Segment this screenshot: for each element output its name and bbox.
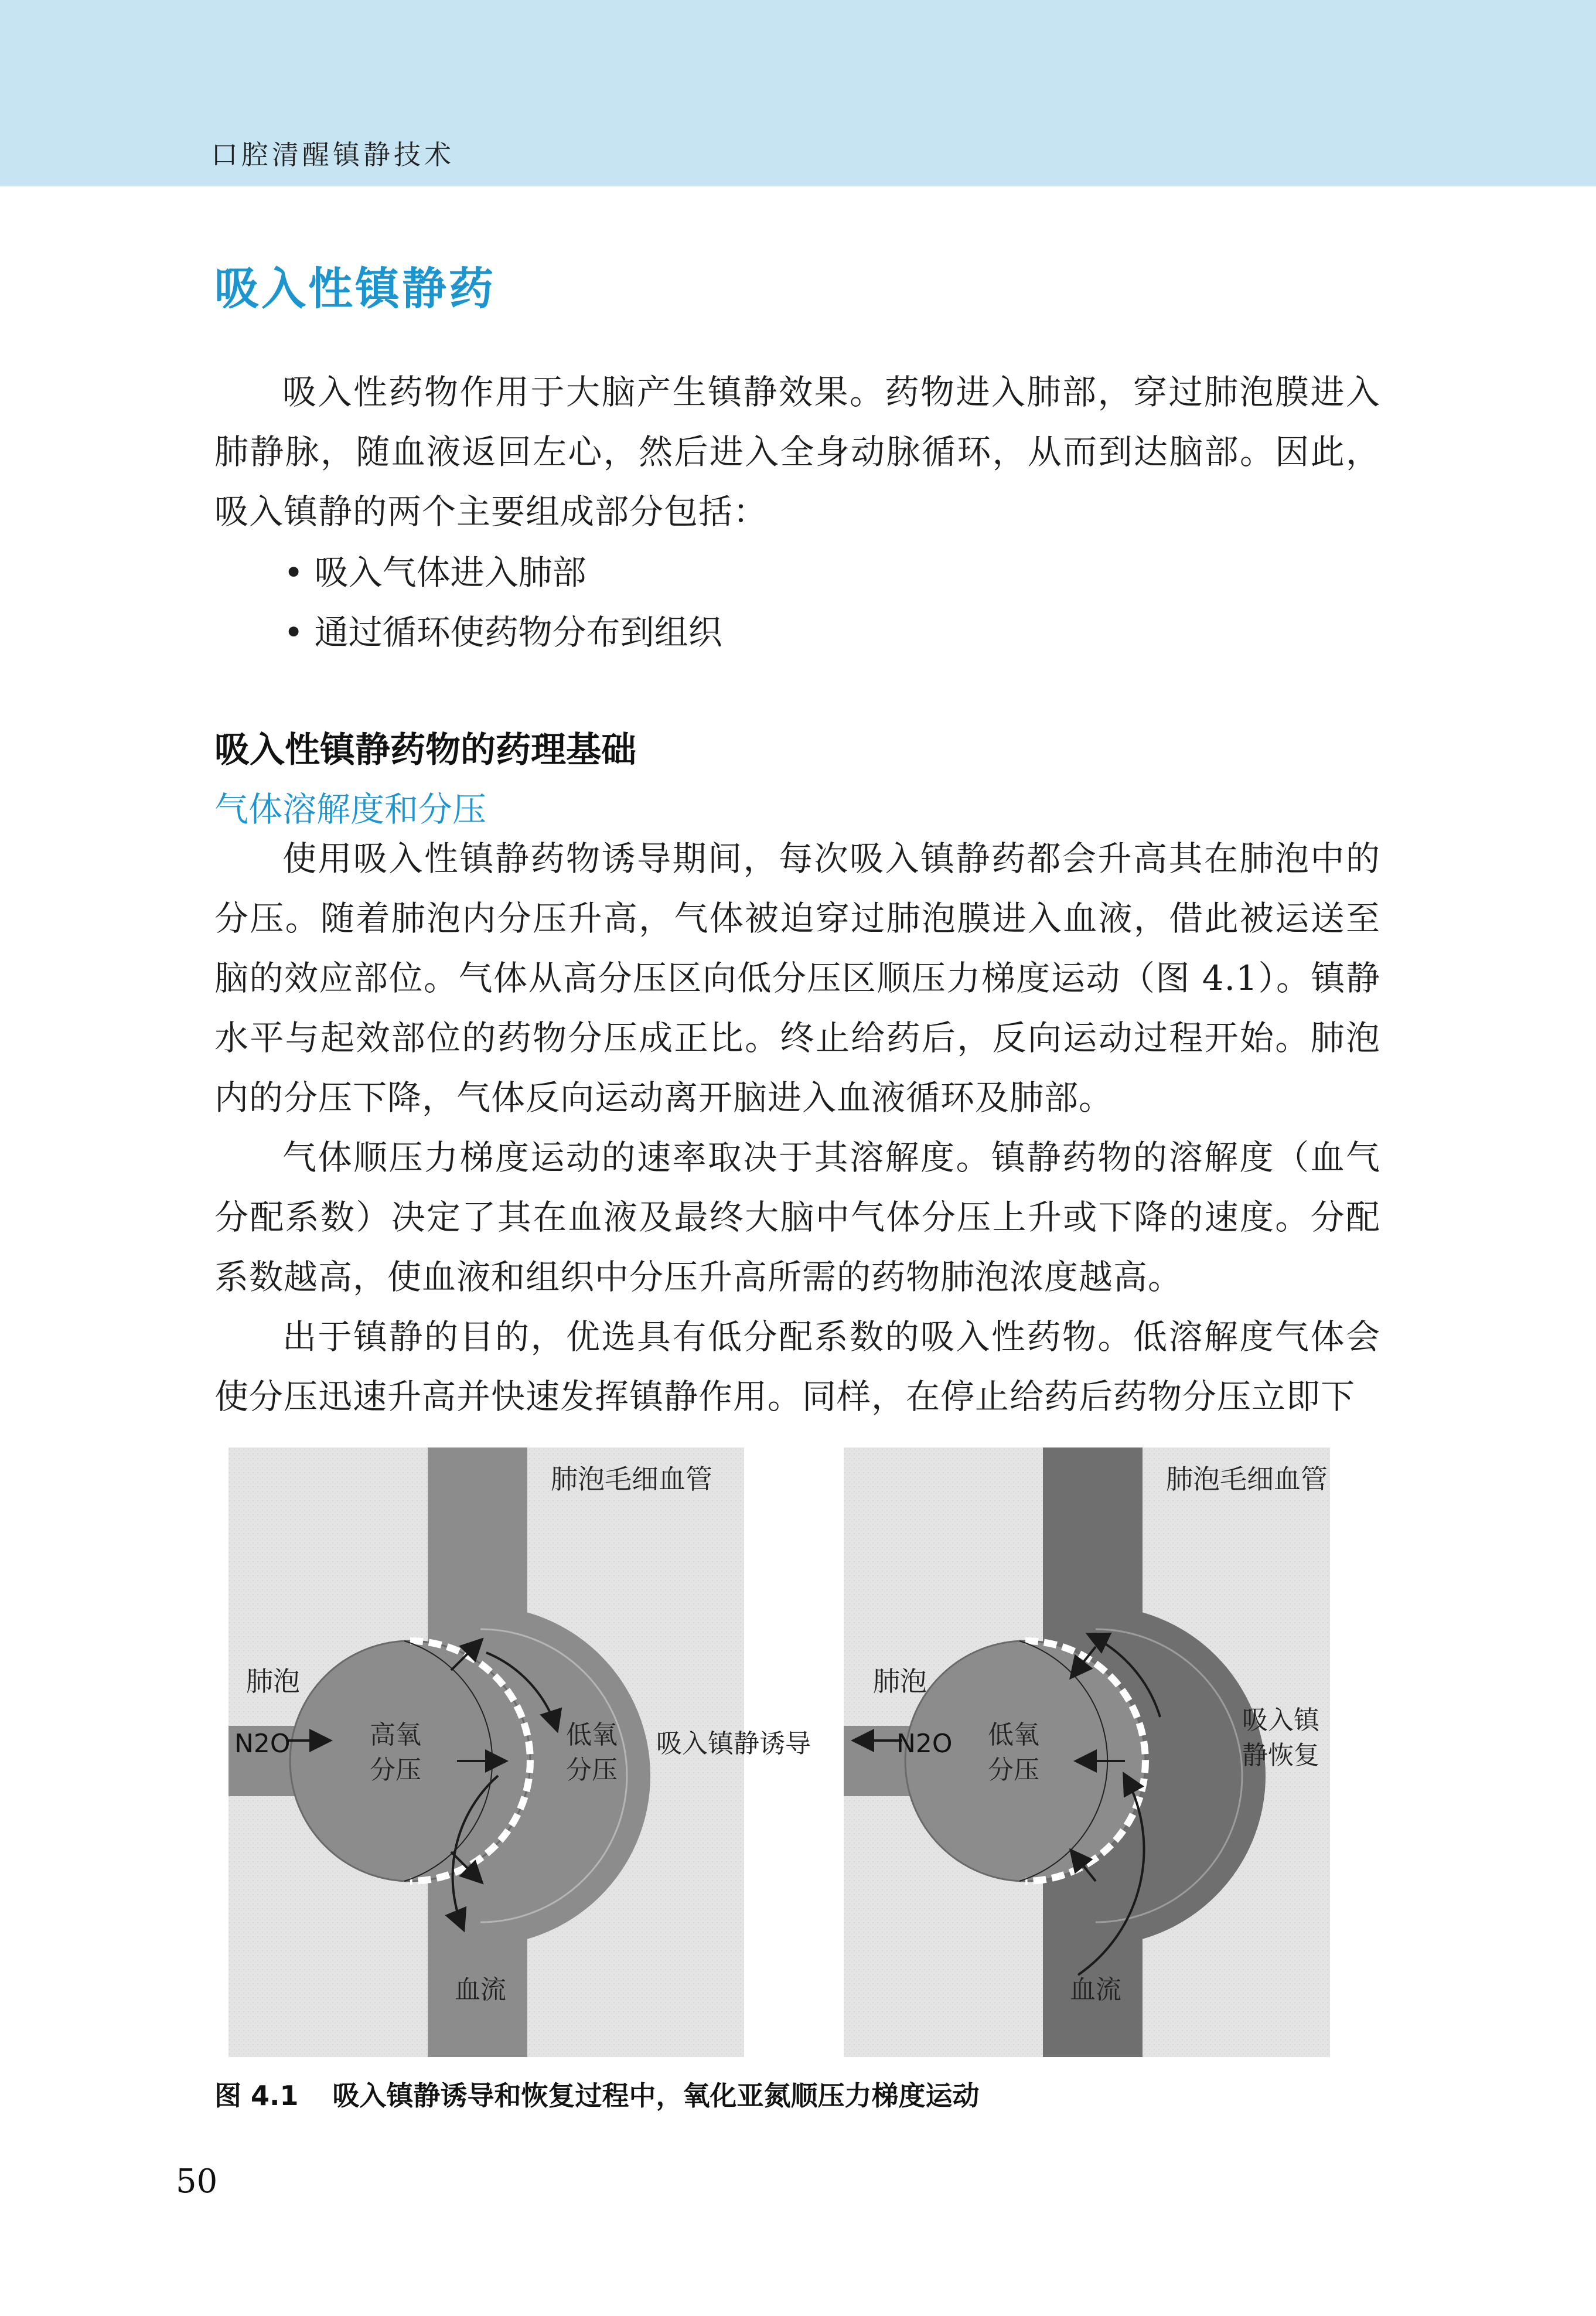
bullet-item: • 通过循环使药物分布到组织 xyxy=(284,612,722,652)
diagram-svg xyxy=(229,1447,1330,2057)
running-title: 口腔清醒镇静技术 xyxy=(211,139,455,171)
alveolus-label: 肺泡 xyxy=(246,1666,300,1697)
outer-pressure-label: 低氧 xyxy=(566,1720,618,1750)
capillary-label: 肺泡毛细血管 xyxy=(1166,1463,1328,1495)
inner-pressure-label: 低氧 xyxy=(988,1720,1039,1750)
caption-text: 吸入镇静诱导和恢复过程中，氧化亚氮顺压力梯度运动 xyxy=(332,2080,980,2111)
caption-number: 图 4.1 xyxy=(214,2080,299,2111)
inner-pressure-label: 分压 xyxy=(370,1755,421,1785)
intro-paragraph: 吸入性药物作用于大脑产生镇静效果。药物进入肺部，穿过肺泡膜进入肺静脉，随血液返回左心，然后进入全身动脉循环，从而到达脑部。因此，吸入镇静的两个主要组成部分包括： xyxy=(214,372,1380,532)
alveolus-label: 肺泡 xyxy=(873,1666,927,1697)
process-label: 吸入镇 xyxy=(1242,1705,1319,1735)
gas-label: N2O xyxy=(234,1729,291,1759)
body-paragraph: 气体顺压力梯度运动的速率取决于其溶解度。镇静药物的溶解度（血气分配系数）决定了其在血液及最终大脑中气体分压上升或下降的速度。分配系数越高，使血液和组织中分压升高所需的药物肺泡浓度越高。 xyxy=(214,1137,1380,1297)
inner-pressure-label: 分压 xyxy=(988,1755,1039,1785)
left-panel xyxy=(229,1447,811,2057)
blood-flow-label: 血流 xyxy=(455,1975,506,2005)
chapter-title: 吸入性镇静药 xyxy=(214,263,496,315)
body-paragraph: 使用吸入性镇静药物诱导期间，每次吸入镇静药都会升高其在肺泡中的分压。随着肺泡内分压升高，气体被迫穿过肺泡膜进入血液，借此被运送至脑的效应部位。气体从高分压区向低分压区顺压力梯度运动（图 4.1）。镇静水平与起效部位的药物分压成正比。终止给药后，反向运动过程开始。肺泡内的分压下降，气体反向运动离开脑进入血液循环及肺部。 xyxy=(214,839,1380,1118)
inner-pressure-label: 高氧 xyxy=(370,1720,421,1750)
right-panel xyxy=(844,1447,1330,2057)
capillary-label: 肺泡毛细血管 xyxy=(551,1463,712,1495)
blood-flow-label: 血流 xyxy=(1070,1975,1121,2005)
outer-pressure-label: 分压 xyxy=(566,1755,618,1785)
body-paragraph: 出于镇静的目的，优选具有低分配系数的吸入性药物。低溶解度气体会使分压迅速升高并快速发挥镇静作用。同样，在停止给药后药物分压立即下 xyxy=(214,1317,1380,1416)
process-label: 静恢复 xyxy=(1242,1741,1319,1770)
section-heading: 吸入性镇静药物的药理基础 xyxy=(214,730,636,771)
process-label: 吸入镇静诱导 xyxy=(656,1729,811,1759)
gas-label: N2O xyxy=(896,1729,953,1759)
figure-caption xyxy=(214,2075,980,2113)
bullet-item: • 吸入气体进入肺部 xyxy=(284,553,586,592)
page-number: 50 xyxy=(176,2162,218,2201)
section-subheading: 气体溶解度和分压 xyxy=(214,789,487,829)
figure-4-1 xyxy=(229,1447,1330,2057)
